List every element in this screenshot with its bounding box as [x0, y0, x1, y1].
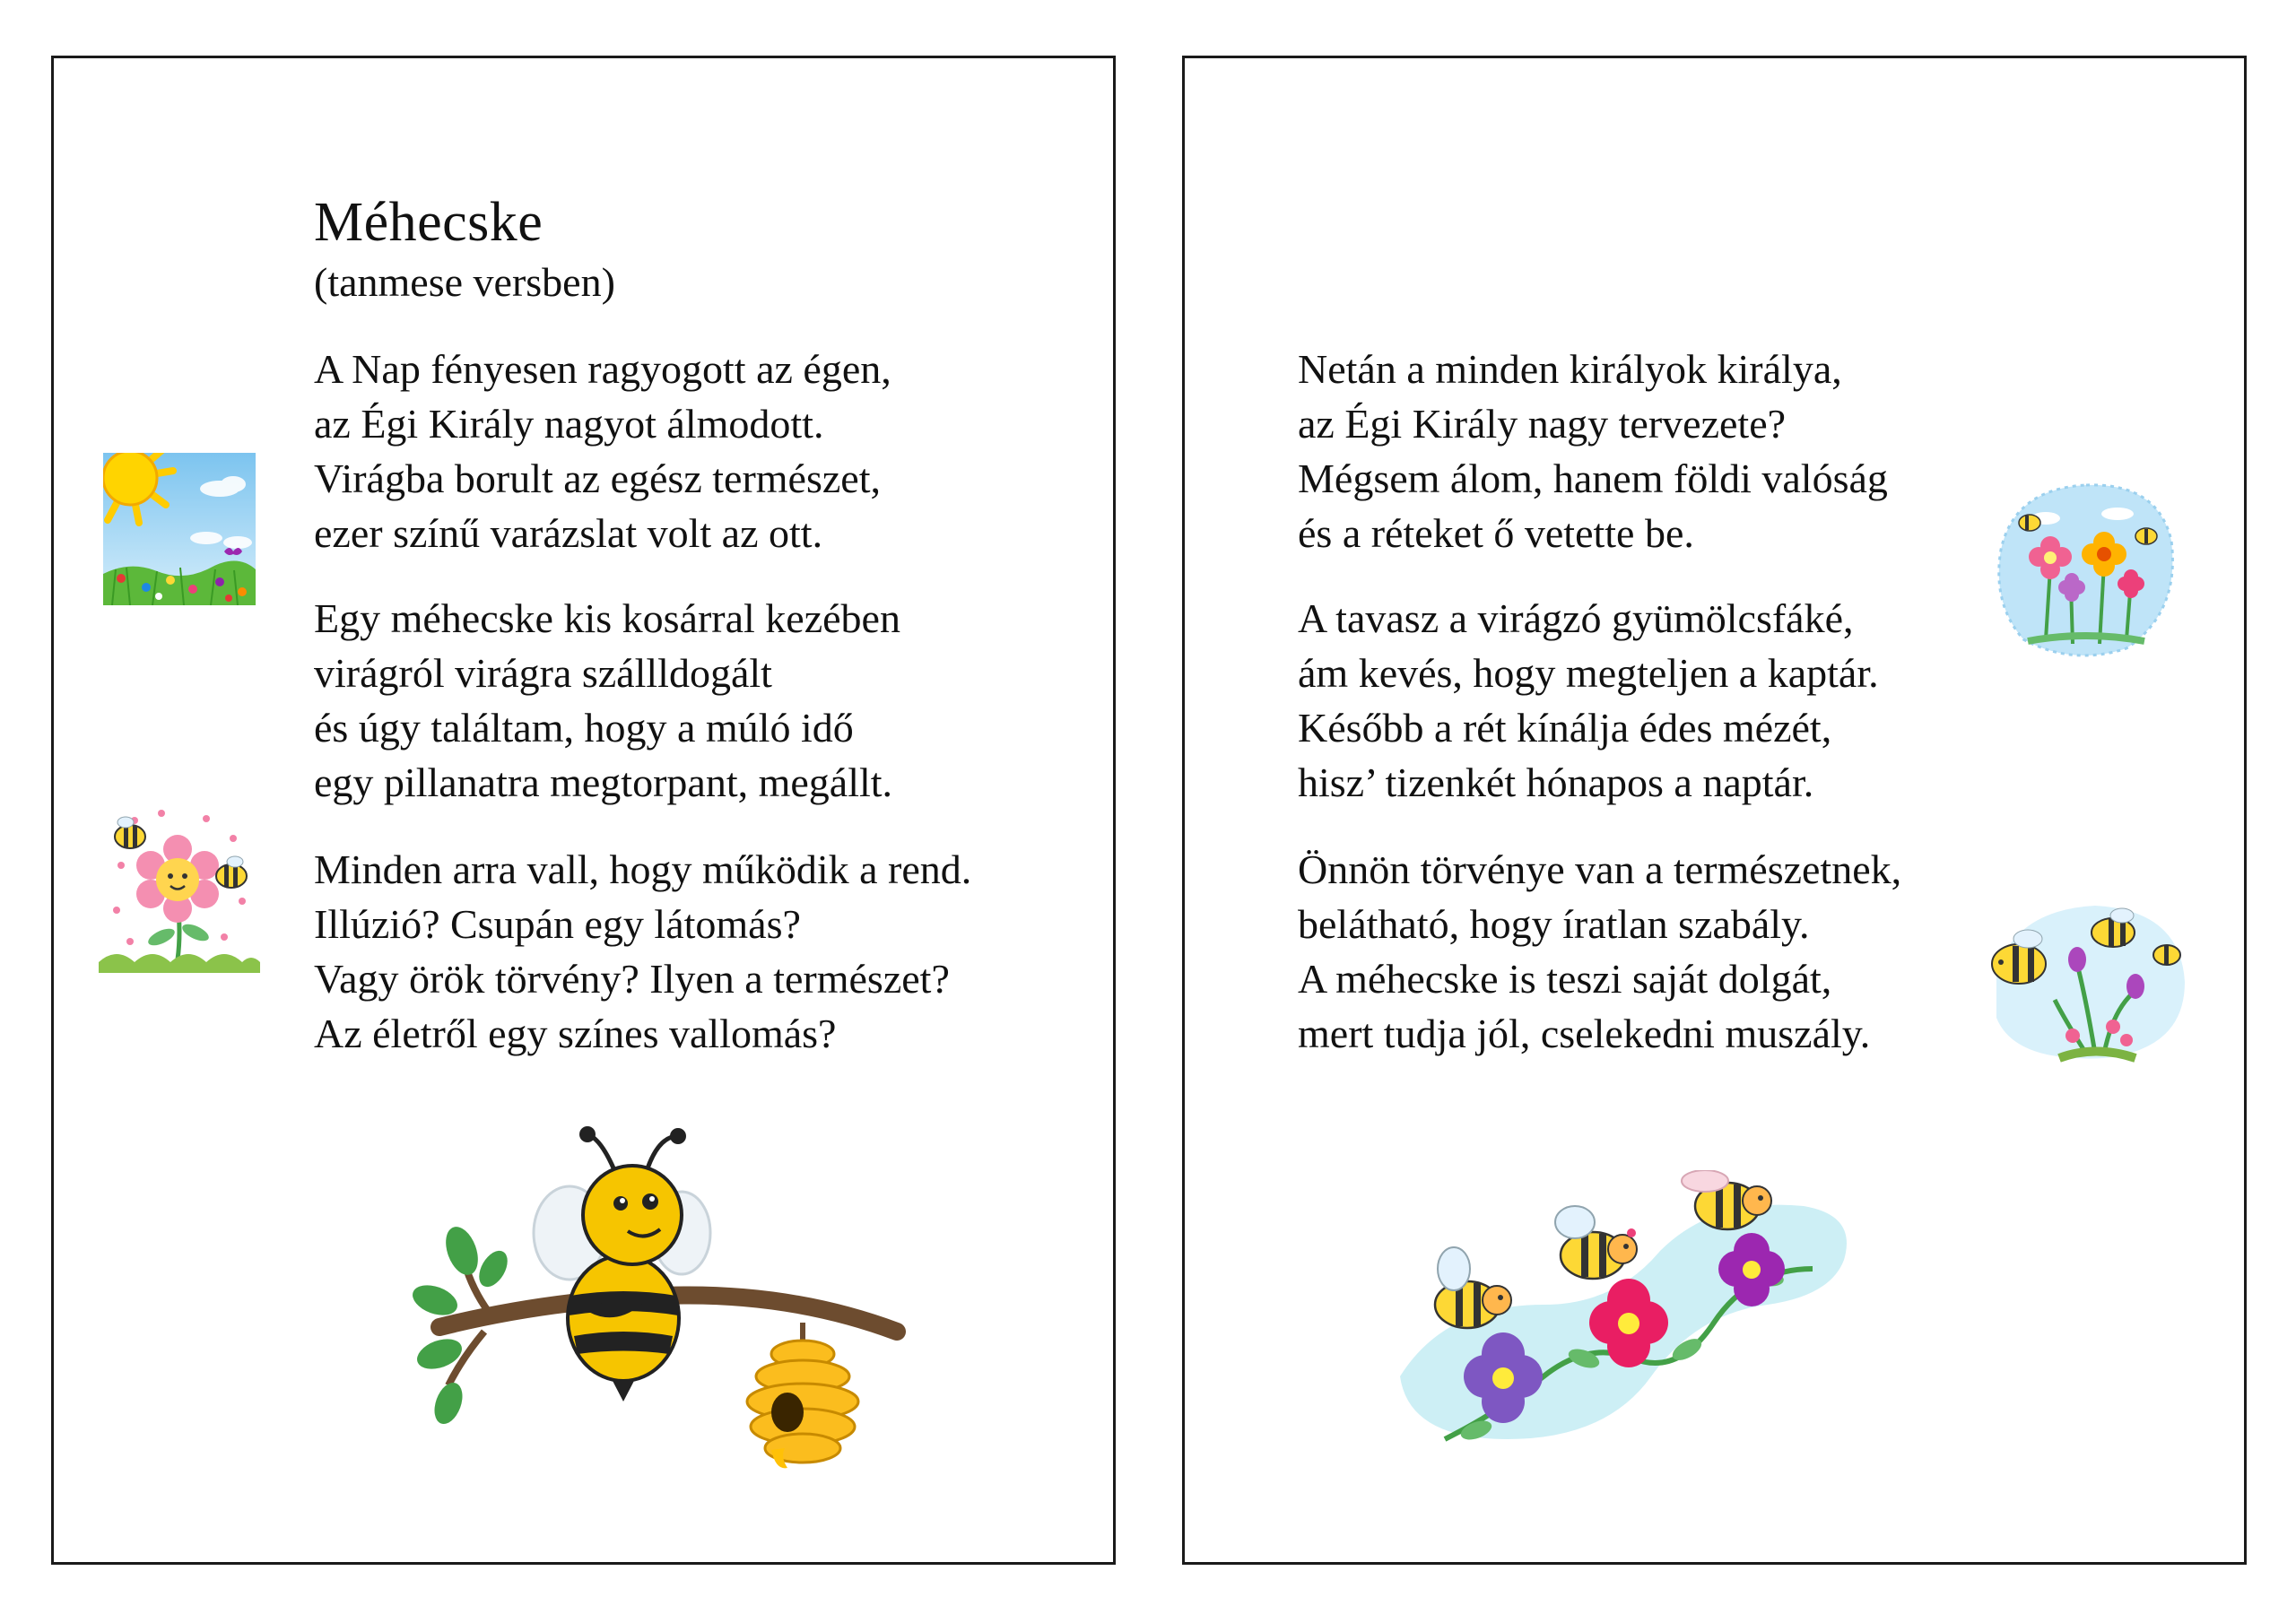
verse-line: ezer színű varázslat volt az ott. [314, 510, 823, 556]
bees-flower-vine-icon [1391, 1170, 1857, 1457]
flowers-bees-icon [1992, 478, 2180, 662]
poem-subtitle: (tanmese versben) [314, 259, 615, 305]
verse-line: belátható, hogy íratlan szabály. [1298, 901, 1810, 947]
verse-line: Mégsem álom, hanem földi valóság [1298, 456, 1888, 501]
poem-title: Méhecske [314, 192, 544, 253]
stanza-1 [314, 342, 891, 560]
verse-line: Egy méhecske kis kosárral kezében [314, 595, 900, 641]
verse-line: A Nap fényesen ragyogott az égen, [314, 346, 891, 392]
stanza-2 [314, 591, 900, 810]
left-page [51, 56, 1116, 1565]
stanza-6 [1298, 842, 1901, 1061]
right-page [1182, 56, 2247, 1565]
verse-line: és úgy találtam, hogy a múló idő [314, 705, 854, 751]
verse-line: Netán a minden királyok királya, [1298, 346, 1842, 392]
verse-line: és a réteket ő vetette be. [1298, 510, 1694, 556]
verse-line: Minden arra vall, hogy működik a rend. [314, 846, 972, 892]
verse-line: A méhecske is teszi saját dolgát, [1298, 956, 1832, 1002]
verse-line: Illúzió? Csupán egy látomás? [314, 901, 801, 947]
verse-line: Később a rét kínálja édes mézét, [1298, 705, 1832, 751]
verse-line: Önnön törvénye van a természetnek, [1298, 846, 1902, 892]
bee-beehive-icon [413, 1116, 915, 1475]
verse-line: mert tudja jól, cselekedni muszály. [1298, 1011, 1871, 1056]
bees-tulips-icon [1979, 892, 2194, 1072]
verse-line: hisz’ tizenkét hónapos a naptár. [1298, 759, 1814, 805]
verse-line: virágról virágra szállldogált [314, 650, 772, 696]
verse-line: egy pillanatra megtorpant, megállt. [314, 759, 893, 805]
stanza-3 [314, 842, 971, 1061]
verse-line: Virágba borult az egész természet, [314, 456, 881, 501]
verse-line: A tavasz a virágzó gyümölcsfáké, [1298, 595, 1854, 641]
verse-line: Az életről egy színes vallomás? [314, 1011, 837, 1056]
bees-flower-icon [99, 803, 260, 973]
sun-meadow-icon [103, 453, 256, 605]
stanza-5 [1298, 591, 1879, 810]
verse-line: az Égi Király nagyot álmodott. [314, 401, 824, 447]
verse-line: Vagy örök törvény? Ilyen a természet? [314, 956, 950, 1002]
verse-line: ám kevés, hogy megteljen a kaptár. [1298, 650, 1879, 696]
stanza-4 [1298, 342, 1888, 560]
verse-line: az Égi Király nagy tervezete? [1298, 401, 1787, 447]
